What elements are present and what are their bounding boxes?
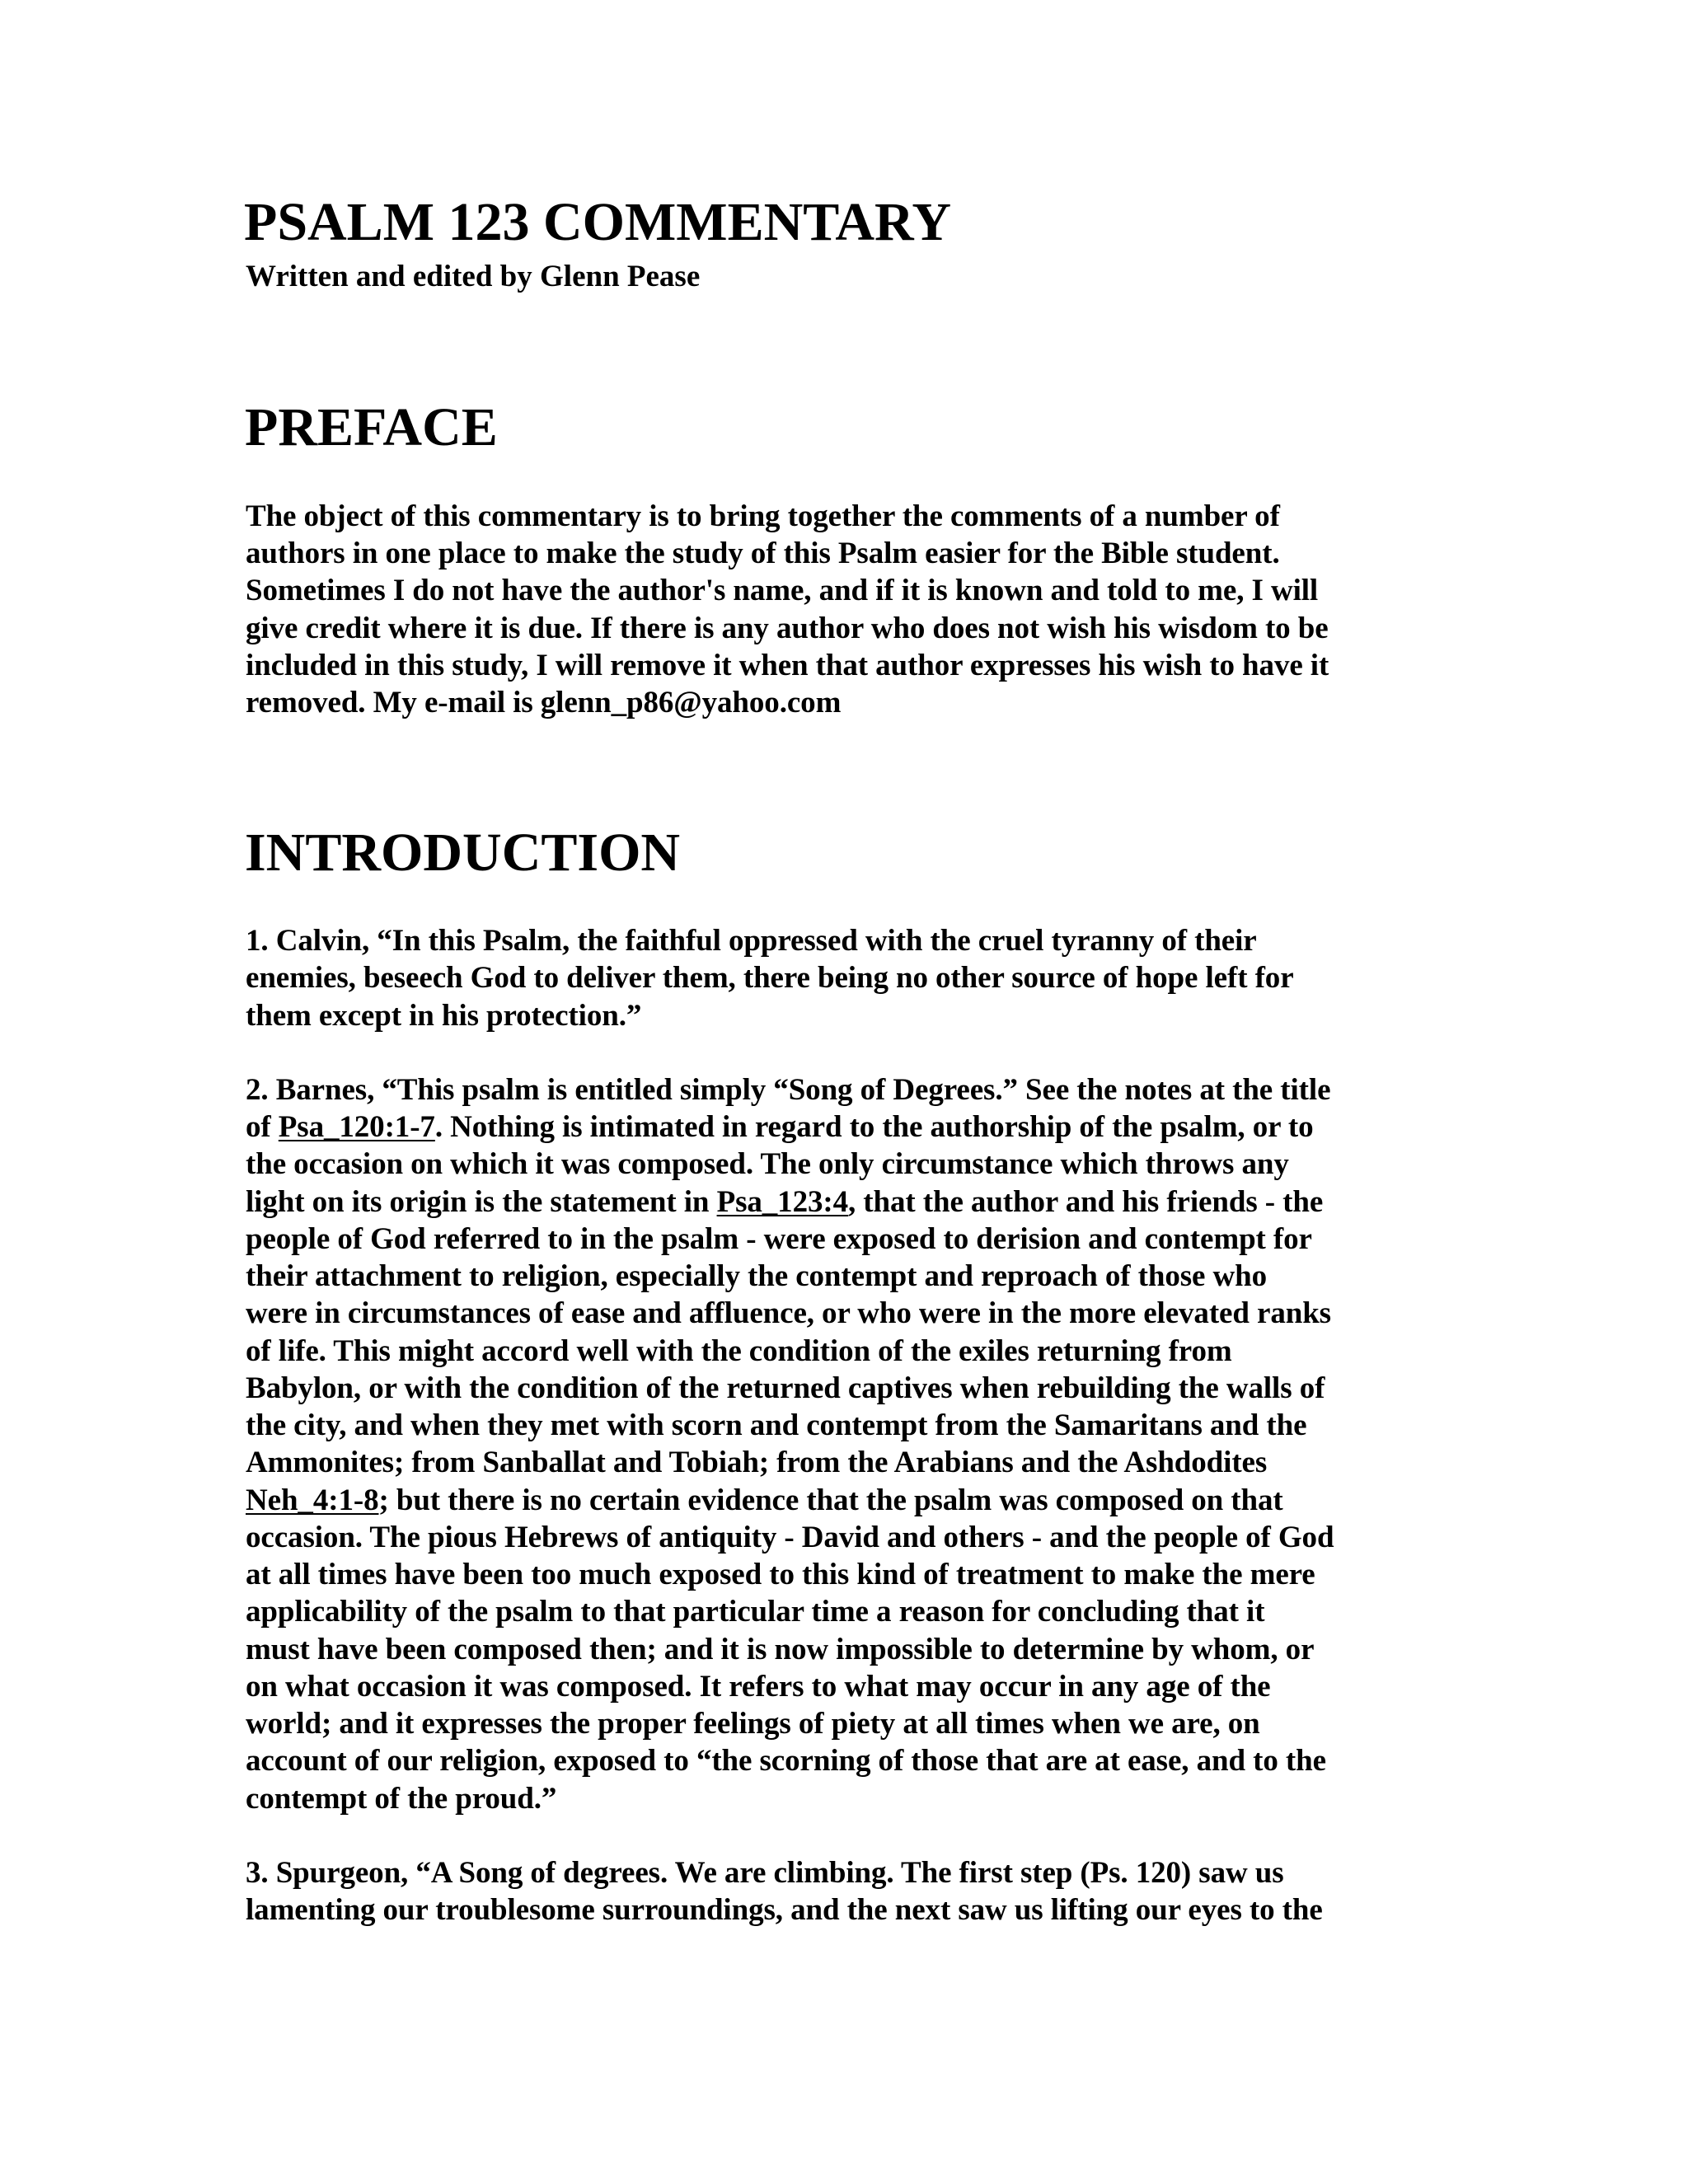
barnes-line: occasion. The pious Hebrews of antiquity - David and others - and the people of God	[246, 1521, 1334, 1554]
barnes-line: people of God referred to in the psalm - were exposed to derision and contempt for	[246, 1222, 1312, 1256]
introduction-heading: INTRODUCTION	[245, 823, 681, 883]
calvin-line: enemies, beseech God to deliver them, there being no other source of hope left for	[246, 961, 1294, 995]
barnes-text: . Nothing is intimated in regard to the authorship of the psalm, or to	[434, 1110, 1314, 1144]
barnes-line: of life. This might accord well with the condition of the exiles returning from	[246, 1334, 1232, 1368]
barnes-line: their attachment to religion, especially the contempt and reproach of those who	[246, 1259, 1268, 1293]
preface-line: Sometimes I do not have the author's name, and if it is known and told to me, I will	[246, 574, 1319, 607]
preface-heading: PREFACE	[245, 397, 498, 457]
preface-line: authors in one place to make the study of this Psalm easier for the Bible student.	[246, 537, 1280, 570]
barnes-text: ; but there is no certain evidence that the psalm was composed on that	[378, 1483, 1283, 1517]
barnes-line: at all times have been too much exposed to this kind of treatment to make the mere	[246, 1558, 1315, 1591]
barnes-line: Babylon, or with the condition of the returned captives when rebuilding the walls of	[246, 1371, 1325, 1405]
author-byline: Written and edited by Glenn Pease	[246, 260, 701, 293]
barnes-line: applicability of the psalm to that particular time a reason for concluding that it	[246, 1595, 1265, 1629]
barnes-line: Ammonites; from Sanballat and Tobiah; from the Arabians and the Ashdodites	[246, 1446, 1268, 1479]
barnes-line: the city, and when they met with scorn and contempt from the Samaritans and the	[246, 1408, 1307, 1442]
preface-line: included in this study, I will remove it when that author expresses his wish to have it	[246, 649, 1329, 682]
barnes-line: contempt of the proud.”	[246, 1782, 557, 1816]
barnes-line: on what occasion it was composed. It refers to what may occur in any age of the	[246, 1670, 1271, 1704]
barnes-line	[246, 1482, 1283, 1519]
barnes-text: , that the author and his friends - the	[847, 1185, 1324, 1219]
calvin-line: 1. Calvin, “In this Psalm, the faithful oppressed with the cruel tyranny of their	[246, 924, 1257, 958]
barnes-line: account of our religion, exposed to “the scorning of those that are at ease, and to the	[246, 1744, 1326, 1778]
barnes-line: must have been composed then; and it is now impossible to determine by whom, or	[246, 1633, 1315, 1666]
barnes-line	[246, 1183, 1323, 1221]
barnes-line: were in circumstances of ease and affluence, or who were in the more elevated ranks	[246, 1296, 1331, 1330]
scripture-link-psa-120[interactable]: Psa_120:1-7	[278, 1110, 435, 1144]
barnes-line: world; and it expresses the proper feelings of piety at all times when we are, on	[246, 1707, 1260, 1741]
scripture-link-psa-123[interactable]: Psa_123:4	[716, 1185, 848, 1219]
calvin-line: them except in his protection.”	[246, 999, 642, 1033]
barnes-line: 2. Barnes, “This psalm is entitled simply “Song of Degrees.” See the notes at the title	[246, 1073, 1331, 1107]
barnes-line: the occasion on which it was composed. The only circumstance which throws any	[246, 1147, 1289, 1181]
preface-line: The object of this commentary is to bring together the comments of a number of	[246, 499, 1280, 533]
spurgeon-line: 3. Spurgeon, “A Song of degrees. We are climbing. The first step (Ps. 120) saw us	[246, 1856, 1284, 1890]
preface-line: give credit where it is due. If there is any author who does not wish his wisdom to be	[246, 612, 1329, 645]
page-title: PSALM 123 COMMENTARY	[244, 192, 952, 252]
barnes-text: light on its origin is the statement in	[246, 1185, 717, 1219]
spurgeon-line: lamenting our troublesome surroundings, and the next saw us lifting our eyes to the	[246, 1893, 1323, 1927]
barnes-line	[246, 1108, 1314, 1146]
scripture-link-neh-4[interactable]: Neh_4:1-8	[246, 1483, 379, 1517]
barnes-text: of	[246, 1110, 279, 1144]
preface-line: removed. My e-mail is glenn_p86@yahoo.com	[246, 686, 842, 719]
